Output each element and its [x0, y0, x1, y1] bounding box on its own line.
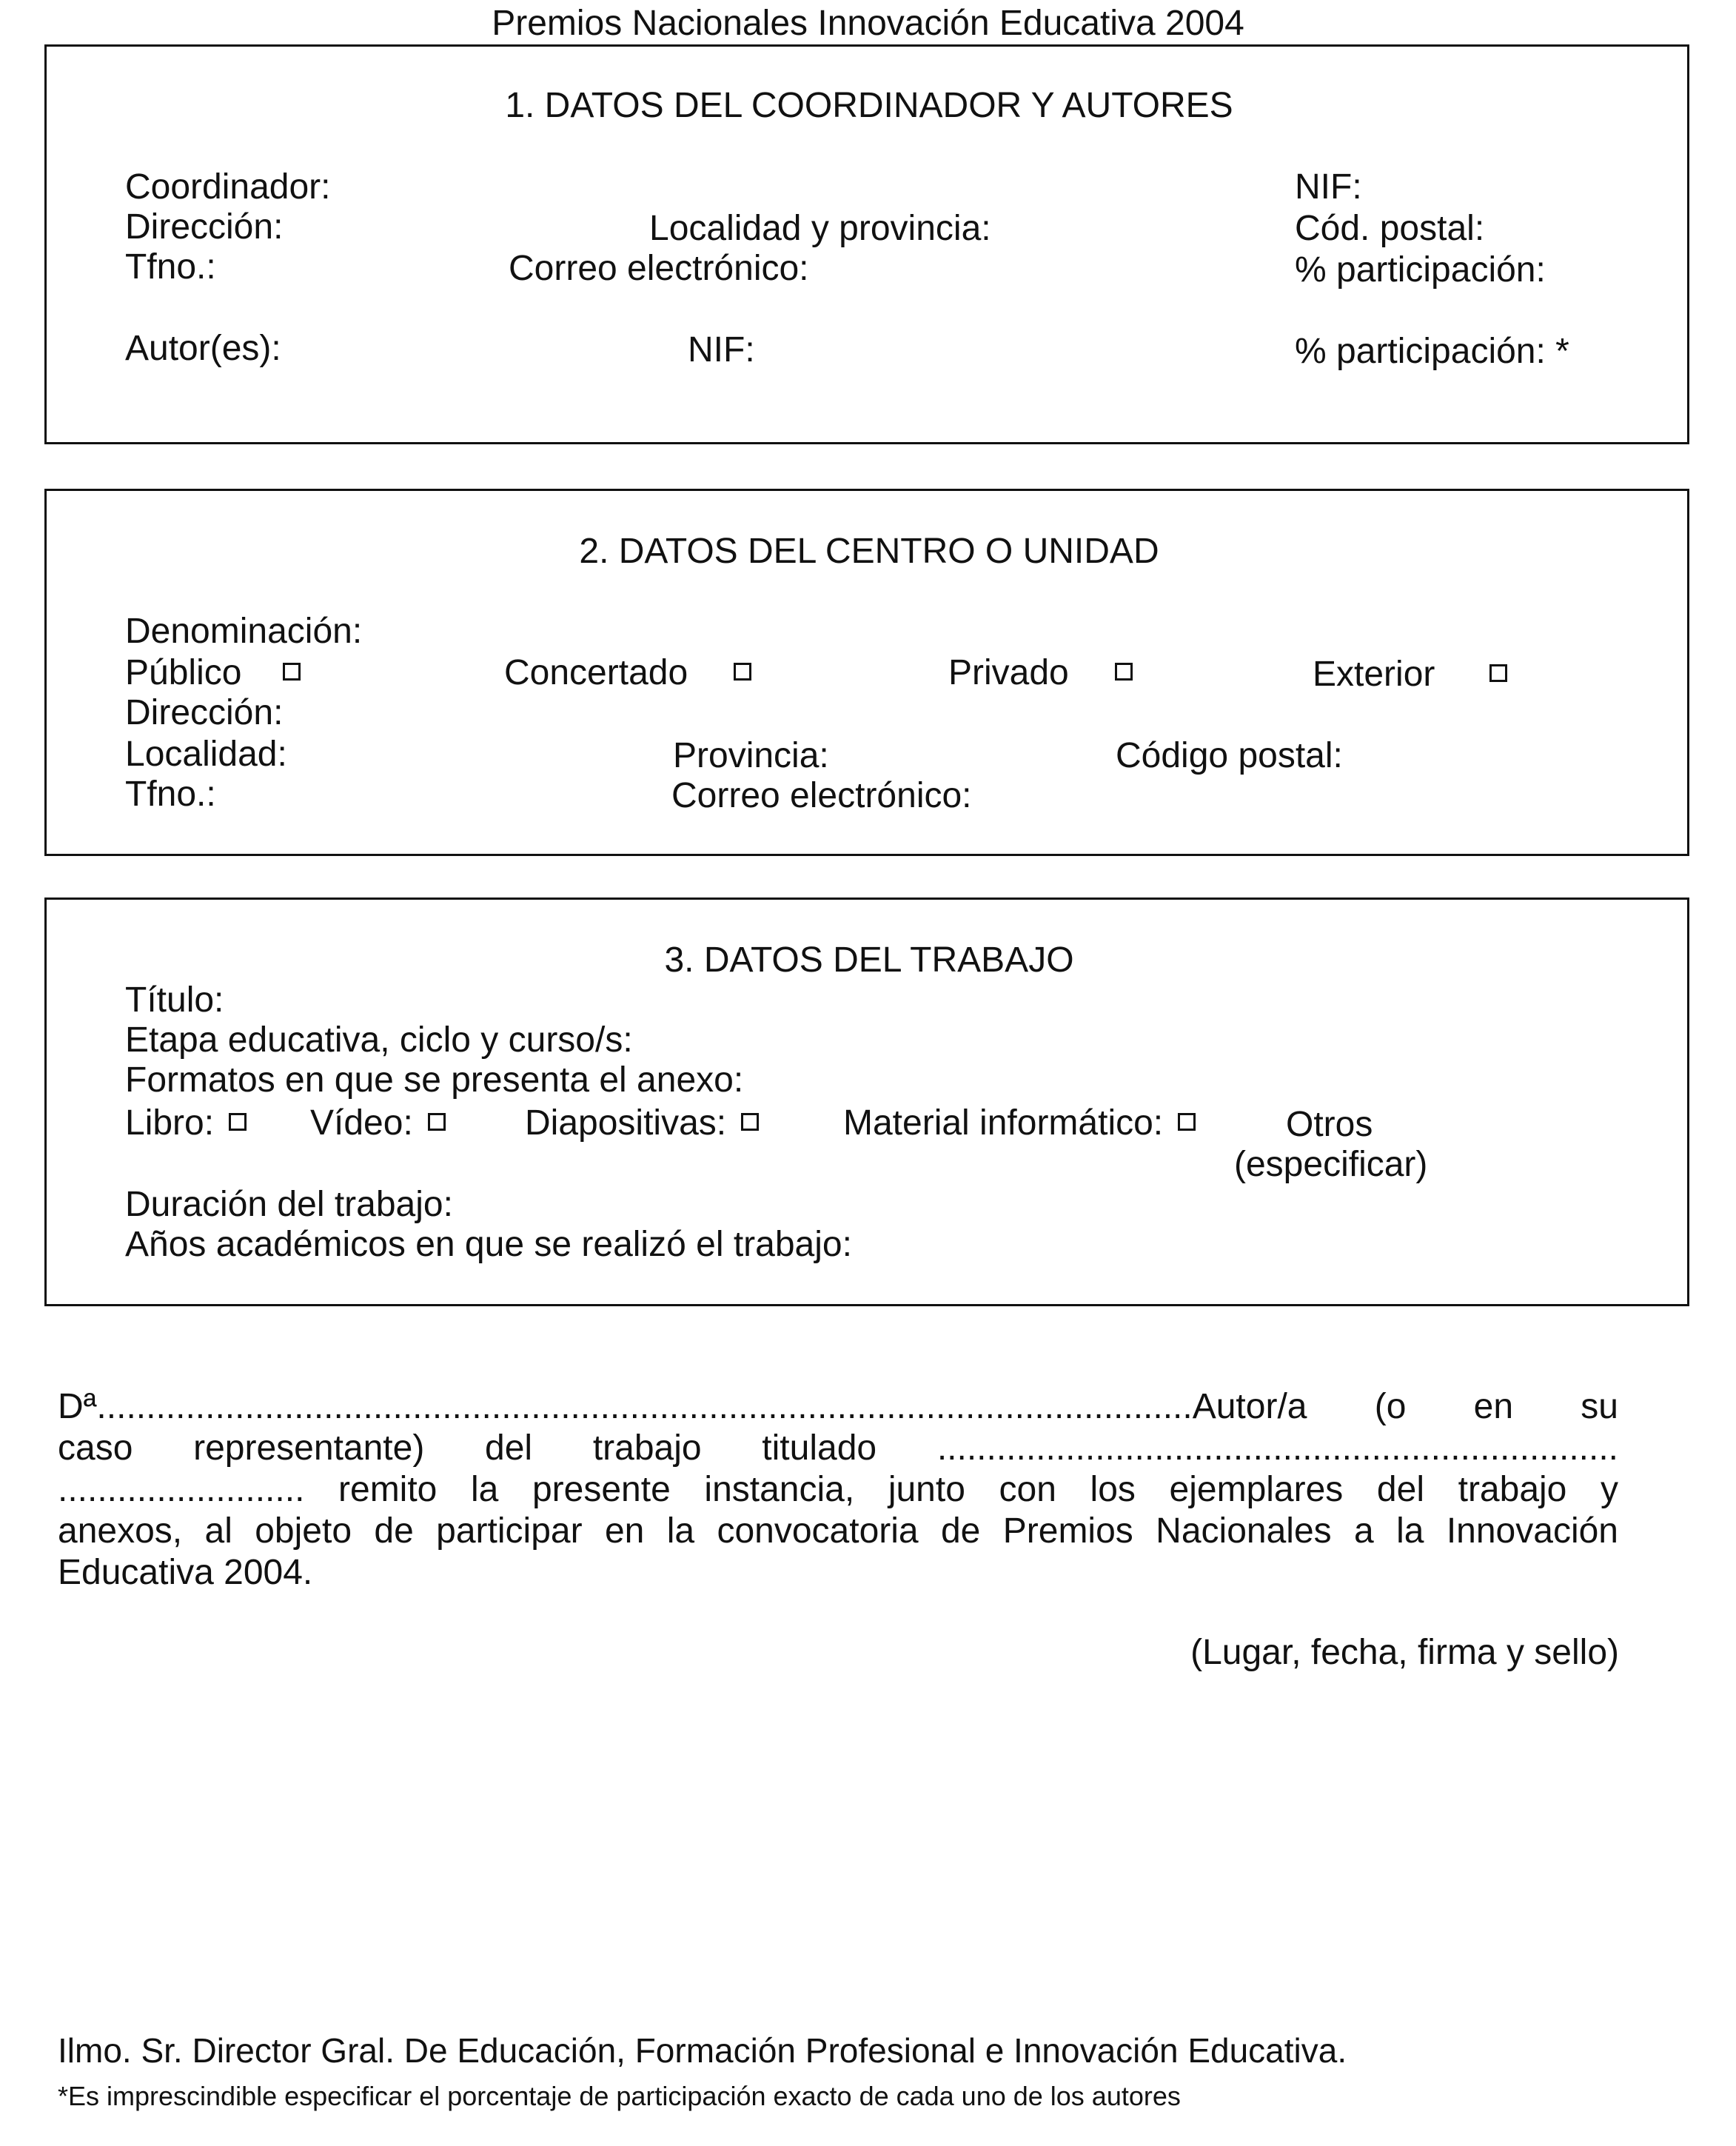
- private-option[interactable]: [948, 655, 1133, 691]
- format-book-option[interactable]: [125, 1103, 247, 1143]
- coordinator-label: Coordinador:: [125, 167, 331, 207]
- private-label: Privado: [948, 653, 1069, 692]
- authors-nif-label: NIF:: [688, 330, 755, 370]
- center-phone-label: Tfno.:: [125, 775, 216, 814]
- declaration-line: caso representante) del trabajo titulado .....................................................................: [58, 1428, 1618, 1468]
- format-digital-checkbox[interactable]: [1178, 1113, 1196, 1131]
- work-duration-label: Duración del trabajo:: [125, 1185, 453, 1224]
- format-other-label: Otros: [1286, 1105, 1373, 1144]
- section-center-unit: [44, 489, 1689, 856]
- center-province-label: Provincia:: [673, 736, 829, 775]
- work-stage-label: Etapa educativa, ciclo y curso/s:: [125, 1020, 633, 1060]
- work-title-label: Título:: [125, 980, 224, 1020]
- exterior-option[interactable]: [1313, 657, 1507, 692]
- authors-participation-label: % participación: *: [1295, 332, 1569, 371]
- format-slides-checkbox[interactable]: [741, 1113, 759, 1131]
- section-2-title: 2. DATOS DEL CENTRO O UNIDAD: [579, 532, 1159, 571]
- coordinator-locality-label: Localidad y provincia:: [649, 209, 991, 248]
- center-locality-label: Localidad:: [125, 735, 287, 774]
- work-years-label: Años académicos en que se realizó el trabajo:: [125, 1225, 852, 1264]
- authors-label: Autor(es):: [125, 329, 281, 368]
- section-3-title: 3. DATOS DEL TRABAJO: [664, 940, 1074, 980]
- declaration-line: Educativa 2004.: [58, 1553, 313, 1592]
- format-book-label: Libro:: [125, 1103, 215, 1143]
- work-formats-label: Formatos en que se presenta el anexo:: [125, 1060, 744, 1100]
- section-1-title: 1. DATOS DEL COORDINADOR Y AUTORES: [505, 86, 1233, 125]
- declaration-line: ......................... remito la presente instancia, junto con los ejemplares del trabajo y: [58, 1470, 1618, 1509]
- private-checkbox[interactable]: [1115, 663, 1133, 681]
- addressee-line: Ilmo. Sr. Director Gral. De Educación, Formación Profesional e Innovación Educativa.: [58, 2031, 1347, 2070]
- section-coordinator-authors: [44, 44, 1689, 444]
- coordinator-participation-label: % participación:: [1295, 250, 1546, 290]
- concertado-label: Concertado: [504, 653, 688, 692]
- exterior-label: Exterior: [1313, 655, 1435, 694]
- center-email-label: Correo electrónico:: [671, 776, 972, 815]
- exterior-checkbox[interactable]: [1489, 664, 1507, 682]
- format-book-checkbox[interactable]: [229, 1113, 247, 1131]
- center-address-label: Dirección:: [125, 693, 284, 732]
- declaration-line: anexos, al objeto de participar en la convocatoria de Premios Nacionales a la Innovación: [58, 1511, 1618, 1551]
- page-title: Premios Nacionales Innovación Educativa 2004: [492, 4, 1244, 43]
- coordinator-postal-code-label: Cód. postal:: [1295, 209, 1485, 248]
- signature-placeholder: (Lugar, fecha, firma y sello): [1190, 1633, 1619, 1672]
- format-video-option[interactable]: [310, 1103, 446, 1143]
- public-option[interactable]: [125, 655, 301, 691]
- declaration-line: Dª...............................................................................................................Autor/a (o en su: [58, 1387, 1618, 1426]
- format-video-label: Vídeo:: [310, 1103, 413, 1143]
- format-digital-label: Material informático:: [843, 1103, 1164, 1143]
- coordinator-email-label: Correo electrónico:: [509, 249, 809, 288]
- format-digital-option[interactable]: [843, 1103, 1196, 1143]
- center-name-label: Denominación:: [125, 612, 363, 651]
- format-video-checkbox[interactable]: [428, 1113, 446, 1131]
- concertado-checkbox[interactable]: [734, 663, 751, 681]
- center-postal-code-label: Código postal:: [1116, 736, 1343, 775]
- coordinator-phone-label: Tfno.:: [125, 247, 216, 287]
- coordinator-nif-label: NIF:: [1295, 167, 1362, 207]
- footnote: *Es imprescindible especificar el porcentaje de participación exacto de cada uno de los autores: [58, 2081, 1181, 2111]
- coordinator-address-label: Dirección:: [125, 207, 284, 247]
- format-slides-option[interactable]: [525, 1103, 759, 1143]
- concertado-option[interactable]: [504, 655, 751, 691]
- format-slides-label: Diapositivas:: [525, 1103, 727, 1143]
- declaration-paragraph: [58, 1386, 1618, 1594]
- public-checkbox[interactable]: [283, 663, 301, 681]
- public-label: Público: [125, 653, 242, 692]
- format-other-specify-label: (especificar): [1234, 1145, 1428, 1184]
- section-work-data: [44, 897, 1689, 1306]
